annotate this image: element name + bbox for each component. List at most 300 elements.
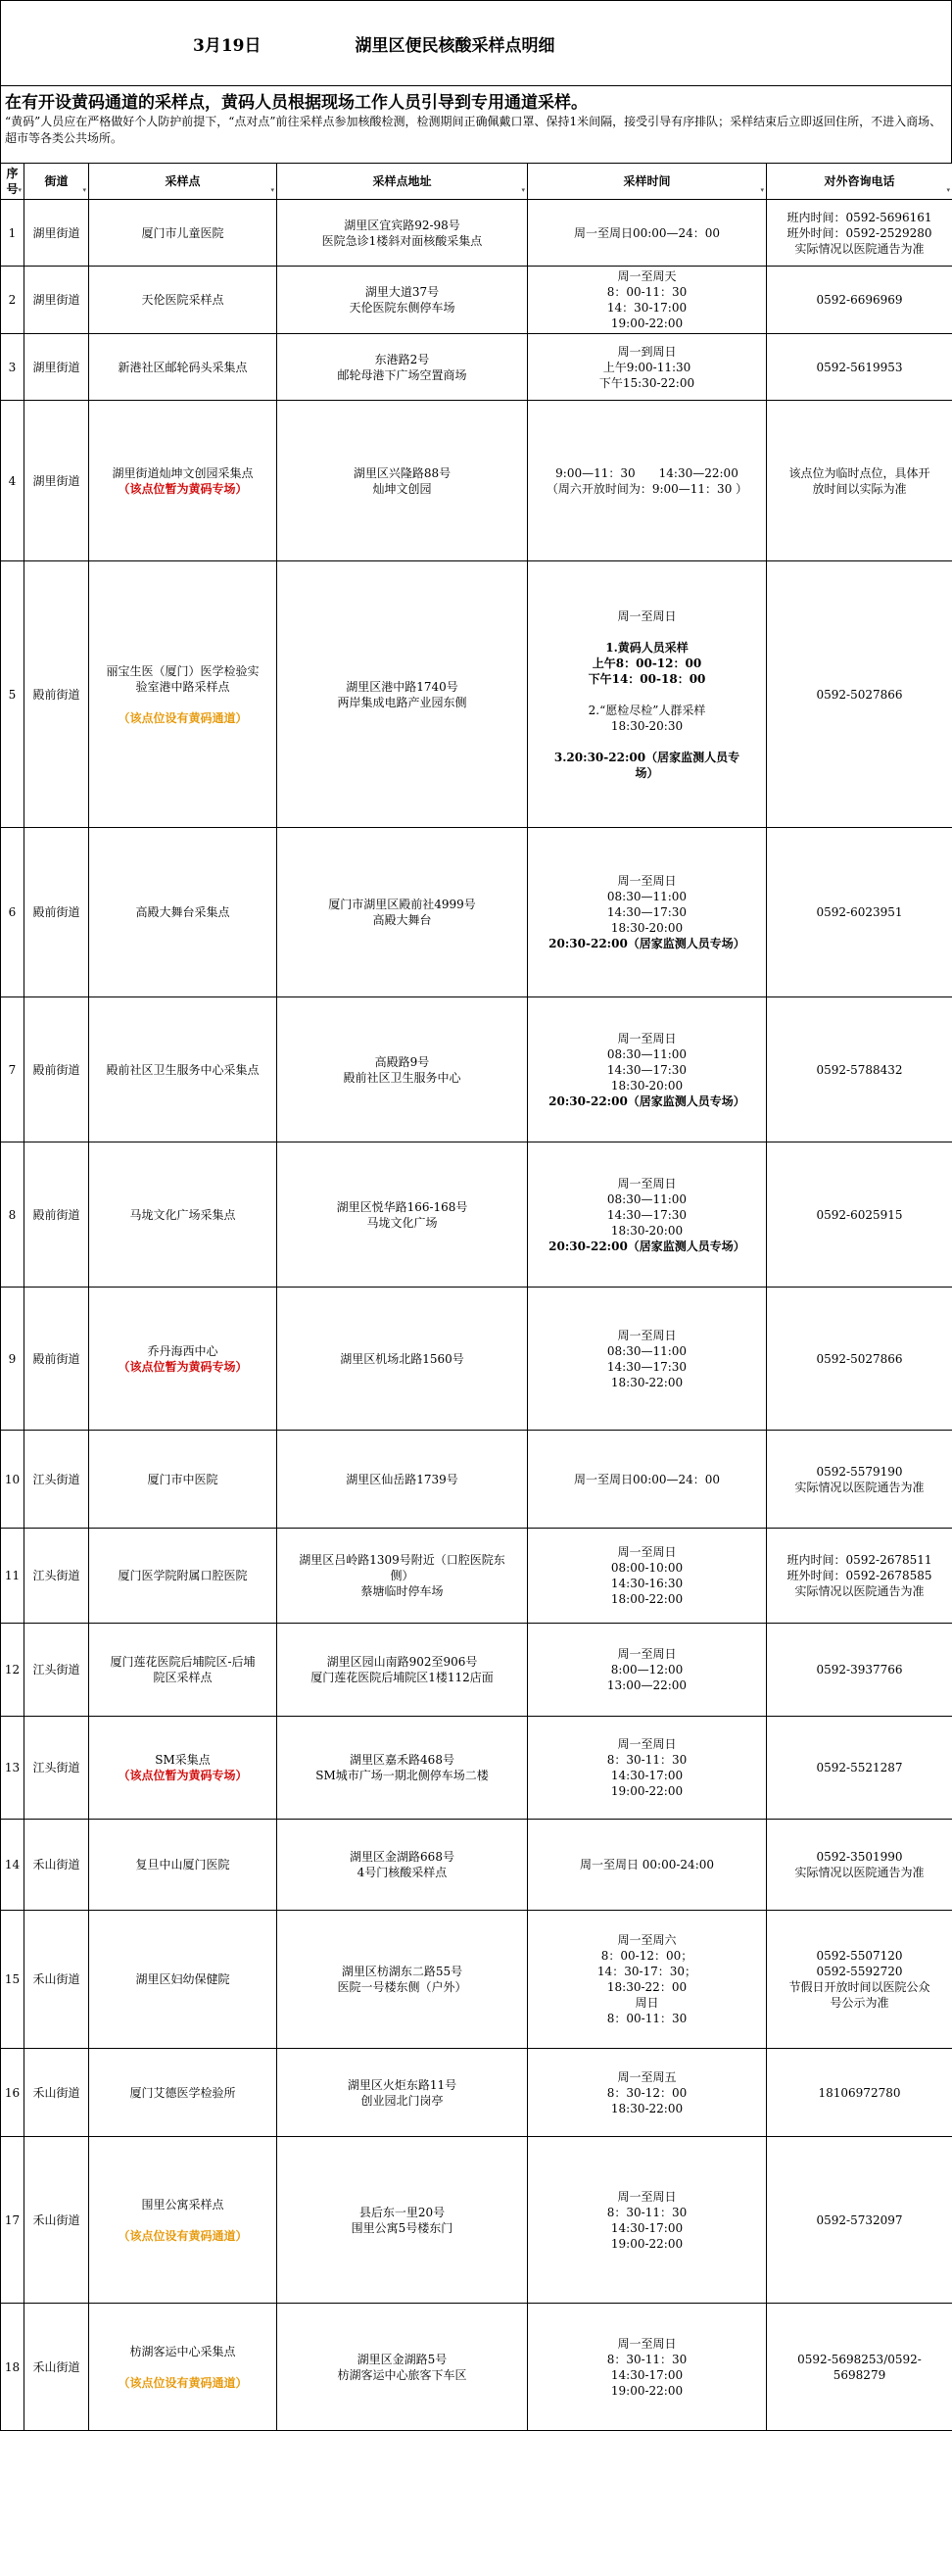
cell-site (89, 1911, 277, 2049)
spacer (92, 695, 273, 710)
hours-line: 8：30-11：30 (606, 2205, 688, 2219)
cell-no: 14 (1, 1820, 24, 1911)
address-line: 灿坤文创园 (372, 481, 432, 496)
column-header-address[interactable]: 采样点地址 ▾ (277, 164, 528, 200)
phone-line: 实际情况以医院通告为准 (794, 1480, 925, 1494)
column-header-phone[interactable]: 对外咨询电话 ▾ (767, 164, 952, 200)
phone-line: 0592-6023951 (816, 905, 903, 919)
address-line: 湖里区港中路1740号 (346, 679, 458, 694)
cell-site (89, 334, 277, 401)
hours-line: 周一至周日00:00—24：00 (573, 1472, 721, 1486)
cell-phone (767, 1911, 952, 2049)
phone-line: 0592-5521287 (816, 1761, 903, 1774)
filter-dropdown-icon[interactable]: ▾ (18, 185, 22, 194)
cell-hours (528, 1529, 767, 1624)
hours-line: 14:30—17:30 (606, 1062, 688, 1077)
hours-line: 下午14：00-18：00 (588, 671, 706, 686)
hours-line: 14:30-17:00 (610, 1769, 684, 1782)
site-channel-note: （该点位设有黄码通道） (118, 2228, 248, 2243)
cell-hours (528, 1911, 767, 2049)
phone-line: 节假日开放时间以医院公众 (788, 1980, 930, 1994)
cell-address (277, 267, 528, 334)
filter-dropdown-icon[interactable]: ▾ (82, 185, 86, 194)
cell-street: 殿前街道 (24, 1288, 89, 1431)
column-header-no[interactable]: 序号 ▾ (1, 164, 24, 200)
cell-hours (528, 200, 767, 267)
cell-phone (767, 200, 952, 267)
cell-address (277, 200, 528, 267)
table-row (1, 1529, 952, 1624)
table-row (1, 2049, 952, 2137)
cell-phone (767, 2304, 952, 2431)
phone-line: 0592-5027866 (816, 1351, 903, 1366)
cell-phone (767, 1142, 952, 1288)
hours-line: 1.黄码人员采样 (605, 640, 689, 655)
phone-line: 0592-5698253/0592- (797, 2352, 922, 2366)
cell-phone (767, 334, 952, 401)
hours-line: 周一至周五 (617, 2069, 677, 2084)
hours-line (531, 624, 763, 640)
cell-no: 18 (1, 2304, 24, 2431)
cell-hours (528, 401, 767, 561)
hours-line: 周一至周日00:00—24：00 (573, 225, 721, 240)
hours-line: 3.20:30-22:00（居家监测人员专 (553, 750, 740, 764)
cell-no: 1 (1, 200, 24, 267)
address-line: 湖里区机场北路1560号 (340, 1351, 464, 1366)
phone-line: 0592-6025915 (816, 1207, 903, 1222)
cell-no: 16 (1, 2049, 24, 2137)
cell-address (277, 828, 528, 997)
cell-phone (767, 1717, 952, 1820)
cell-address (277, 1624, 528, 1717)
phone-line: 0592-3501990 (816, 1850, 903, 1864)
column-header-hours[interactable]: 采样时间 ▾ (528, 164, 767, 200)
hours-line: 周一至周日 (617, 1737, 677, 1751)
table-row (1, 1820, 952, 1911)
address-line: 厦门市湖里区殿前社4999号 (328, 898, 476, 911)
hours-line: 周一至周日 (617, 1647, 677, 1661)
header-row (1, 164, 952, 200)
hours-line: 18:30-20:00 (610, 1223, 684, 1238)
table-row (1, 2304, 952, 2431)
cell-address (277, 1820, 528, 1911)
cell-street: 禾山街道 (24, 2049, 89, 2137)
cell-street: 江头街道 (24, 1431, 89, 1529)
cell-no: 5 (1, 561, 24, 828)
hours-line: 18:30-22：00 (606, 1980, 688, 1994)
cell-site (89, 401, 277, 561)
cell-street: 禾山街道 (24, 2137, 89, 2304)
cell-address (277, 334, 528, 401)
cell-site (89, 1717, 277, 1820)
address-line: 湖里区金湖路5号 (357, 2352, 448, 2366)
site-name: 湖里区妇幼保健院 (135, 1972, 230, 1986)
cell-street: 禾山街道 (24, 2304, 89, 2431)
cell-no: 12 (1, 1624, 24, 1717)
hours-line: 8：00-11：30 (606, 2012, 688, 2025)
phone-line: 0592-5027866 (816, 687, 903, 702)
notice-sub: “黄码”人员应在严格做好个人防护前提下，“点对点”前往采样点参加核酸检测，检测期间正确佩戴口罩、保持1米间隔，接受引导有序排队；采样结束后立即返回住所，不进入商场、超市等各类公共场所。 (5, 115, 942, 145)
site-channel-note: （该点位暂为黄码专场） (118, 1359, 248, 1374)
site-name: 厦门市儿童医院 (141, 225, 224, 240)
table-row (1, 1911, 952, 2049)
phone-line: 0592-5592720 (816, 1965, 903, 1978)
column-header-site[interactable]: 采样点 ▾ (89, 164, 277, 200)
table-row (1, 334, 952, 401)
hours-line: 08:30—11:00 (606, 1343, 688, 1358)
site-name: 高殿大舞台采集点 (135, 905, 230, 919)
cell-site (89, 2137, 277, 2304)
cell-address (277, 2137, 528, 2304)
hours-line: 周一至周日 (617, 1545, 677, 1559)
address-line: 蔡塘临时停车场 (360, 1584, 444, 1598)
site-name: 复旦中山厦门医院 (135, 1858, 230, 1871)
cell-phone (767, 1820, 952, 1911)
hours-line: 18:30-20:30 (610, 718, 684, 733)
phone-line: 0592-5579190 (816, 1464, 903, 1479)
cell-address (277, 2049, 528, 2137)
table-row (1, 401, 952, 561)
hours-line: 8：30-11：30 (606, 2352, 688, 2366)
cell-hours (528, 1142, 767, 1288)
address-line: 湖里区悦华路166-168号 (336, 1199, 468, 1214)
address-line: 湖里区园山南路902至906号 (326, 1655, 478, 1669)
hours-line: 08:30—11:00 (606, 1191, 688, 1206)
table-row (1, 200, 952, 267)
cell-phone (767, 1624, 952, 1717)
cell-no: 7 (1, 997, 24, 1142)
cell-site (89, 2304, 277, 2431)
hours-line: （周六开放时间为：9:00—11：30 ） (546, 481, 748, 496)
site-name: 厦门莲花医院后埔院区-后埔 (110, 1655, 256, 1669)
table-row (1, 828, 952, 997)
cell-phone (767, 561, 952, 828)
cell-hours (528, 267, 767, 334)
address-line: 邮轮母港下广场空置商场 (337, 367, 467, 382)
phone-line: 0592-5788432 (816, 1062, 903, 1077)
cell-address (277, 997, 528, 1142)
cell-no: 6 (1, 828, 24, 997)
cell-no: 8 (1, 1142, 24, 1288)
address-line: 围里公寓5号楼东门 (351, 2220, 453, 2235)
cell-hours (528, 828, 767, 997)
phone-line: 0592-5619953 (816, 360, 903, 374)
address-line: 湖里区吕岭路1309号附近（口腔医院东 (299, 1553, 505, 1567)
phone-line: 实际情况以医院通告为准 (794, 241, 925, 256)
hours-line (531, 734, 763, 750)
cell-phone (767, 267, 952, 334)
cell-phone (767, 1529, 952, 1624)
cell-address (277, 2304, 528, 2431)
phone-line: 实际情况以医院通告为准 (794, 1866, 925, 1879)
site-name: 围里公寓采样点 (141, 2197, 224, 2211)
hours-line: 下午15:30-22:00 (598, 375, 695, 390)
cell-hours (528, 561, 767, 828)
hours-line: 8：00-12：00； (600, 1949, 693, 1963)
cell-no: 3 (1, 334, 24, 401)
address-line: 湖里区火炬东路11号 (347, 2077, 457, 2092)
address-line: 厦门莲花医院后埔院区1楼112店面 (310, 1671, 494, 1684)
address-line: 医院一号楼东侧（户外） (337, 1980, 467, 1994)
phone-line: 0592-5732097 (816, 2212, 903, 2227)
cell-address (277, 1529, 528, 1624)
hours-line: 08:30—11:00 (606, 890, 688, 903)
address-line: 县后东一里20号 (358, 2205, 446, 2219)
filter-dropdown-icon[interactable]: ▾ (946, 185, 950, 194)
address-line: 高殿路9号 (374, 1054, 430, 1069)
cell-phone (767, 401, 952, 561)
address-line: 湖里区金湖路668号 (350, 1850, 454, 1864)
table-row (1, 561, 952, 828)
hours-line: 2.“愿检尽检”人群采样 (588, 703, 706, 717)
cell-street: 湖里街道 (24, 267, 89, 334)
hours-line: 19:00-22:00 (610, 2383, 684, 2398)
phone-line: 放时间以实际为准 (812, 481, 907, 496)
address-line: 湖里区枋湖东二路55号 (341, 1965, 463, 1978)
site-channel-note: （该点位设有黄码通道） (118, 2375, 248, 2390)
hours-line: 周一至周日 (617, 1328, 677, 1342)
spacer (92, 2359, 273, 2375)
hours-line: 周一至周日 (617, 874, 677, 888)
hours-line: 18:30-20:00 (610, 921, 684, 935)
phone-line: 0592-5507120 (816, 1949, 903, 1963)
cell-site (89, 1624, 277, 1717)
table-row (1, 1717, 952, 1820)
address-line: 4号门核酸采样点 (357, 1866, 448, 1879)
cell-site (89, 1820, 277, 1911)
site-channel-note: （该点位暂为黄码专场） (118, 481, 248, 496)
cell-address (277, 1142, 528, 1288)
hours-line: 周一至周日 (617, 1176, 677, 1191)
site-name: 湖里街道灿坤文创园采集点 (112, 465, 254, 480)
phone-line: 实际情况以医院通告为准 (794, 1584, 925, 1598)
cell-hours (528, 2049, 767, 2137)
site-name: 院区采样点 (153, 1671, 213, 1684)
address-line: 医院急诊1楼斜对面核酸采集点 (321, 233, 483, 248)
address-line: 湖里区仙岳路1739号 (346, 1472, 458, 1486)
hours-line: 19:00-22:00 (610, 316, 684, 330)
spacer (92, 2212, 273, 2228)
address-line: 殿前社区卫生服务中心 (343, 1070, 461, 1085)
hours-line: 上午9:00-11:30 (602, 360, 691, 374)
cell-phone (767, 1431, 952, 1529)
address-line: 天伦医院东侧停车场 (349, 301, 455, 315)
cell-street: 殿前街道 (24, 997, 89, 1142)
address-line: 侧） (390, 1569, 414, 1582)
cell-street: 江头街道 (24, 1624, 89, 1717)
cell-phone (767, 2137, 952, 2304)
cell-no: 13 (1, 1717, 24, 1820)
filter-dropdown-icon[interactable]: ▾ (760, 185, 764, 194)
cell-address (277, 1911, 528, 2049)
cell-site (89, 2049, 277, 2137)
cell-site (89, 1288, 277, 1431)
hours-line: 18:30-22:00 (610, 2101, 684, 2115)
hours-line: 上午8：00-12：00 (592, 656, 702, 670)
hours-line: 14:30-17:00 (610, 2367, 684, 2382)
hours-line: 18:30-22:00 (610, 1375, 684, 1389)
cell-hours (528, 1820, 767, 1911)
hours-line: 周一至周日 (617, 2189, 677, 2204)
hours-line: 14：30-17:00 (606, 301, 688, 315)
cell-hours (528, 1624, 767, 1717)
hours-line: 8：30-12：00 (606, 2085, 688, 2100)
hours-line: 8：30-11：30 (606, 1753, 688, 1767)
date-label: 3月19日 (193, 35, 262, 56)
hours-line: 周一至周日 (617, 608, 677, 623)
cell-no: 4 (1, 401, 24, 561)
table-row (1, 997, 952, 1142)
site-name: 殿前社区卫生服务中心采集点 (106, 1062, 260, 1077)
hours-line: 14:30—17:30 (606, 905, 688, 919)
hours-line: 周一至周六 (617, 1933, 677, 1947)
cell-no: 2 (1, 267, 24, 334)
hours-line: 8:00—12:00 (610, 1663, 684, 1677)
hours-line: 19:00-22:00 (610, 2236, 684, 2251)
address-line: 东港路2号 (374, 352, 430, 366)
cell-street: 湖里街道 (24, 401, 89, 561)
hours-line: 18:30-20:00 (610, 1078, 684, 1093)
cell-street: 江头街道 (24, 1529, 89, 1624)
hours-line: 14:30—17:30 (606, 1359, 688, 1374)
cell-site (89, 1142, 277, 1288)
hours-line: 18:00-22:00 (610, 1592, 684, 1606)
column-header-street[interactable]: 街道 ▾ (24, 164, 89, 200)
table-body (1, 200, 952, 2431)
address-line: 湖里区嘉禾路468号 (350, 1753, 454, 1767)
cell-site (89, 1529, 277, 1624)
filter-dropdown-icon[interactable]: ▾ (521, 185, 525, 194)
address-line: 湖里区兴隆路88号 (353, 465, 452, 480)
cell-address (277, 1288, 528, 1431)
site-channel-note: （该点位暂为黄码专场） (118, 1769, 248, 1782)
cell-hours (528, 334, 767, 401)
cell-street: 殿前街道 (24, 828, 89, 997)
hours-line: 20:30-22:00（居家监测人员专场） (548, 937, 745, 950)
hours-line: 20:30-22:00（居家监测人员专场） (548, 1094, 745, 1108)
address-line: 创业园北门岗亭 (360, 2093, 444, 2108)
address-line: 高殿大舞台 (372, 913, 432, 927)
cell-phone (767, 828, 952, 997)
phone-line: 班内时间：0592-2678511 (786, 1553, 932, 1567)
hours-line (531, 687, 763, 703)
table-row (1, 1624, 952, 1717)
notice (0, 86, 952, 163)
phone-line: 5698279 (833, 2367, 886, 2382)
site-name: 马垅文化广场采集点 (129, 1207, 236, 1222)
phone-line: 班外时间：0592-2678585 (786, 1569, 932, 1582)
cell-site (89, 1431, 277, 1529)
hours-line: 14：30-17：30； (596, 1965, 697, 1978)
cell-site (89, 267, 277, 334)
cell-phone (767, 997, 952, 1142)
site-name: 验室港中路采样点 (135, 679, 230, 694)
site-name: 枋湖客运中心采集点 (129, 2344, 236, 2358)
hours-line: 08:30—11:00 (606, 1046, 688, 1061)
site-name: 新港社区邮轮码头采集点 (118, 360, 248, 374)
cell-phone (767, 1288, 952, 1431)
table-row (1, 1288, 952, 1431)
address-line: SM城市广场一期北侧停车场二楼 (315, 1769, 489, 1782)
hours-line: 周一至周日 (617, 2336, 677, 2351)
cell-hours (528, 2137, 767, 2304)
site-name: 乔丹海西中心 (147, 1343, 218, 1358)
cell-address (277, 401, 528, 561)
hours-line: 14:30-16:30 (610, 1577, 684, 1590)
hours-line: 14:30-17:00 (610, 2220, 684, 2235)
sites-table (0, 163, 952, 2431)
hours-line: 14:30—17:30 (606, 1207, 688, 1222)
site-name: 厦门艾德医学检验所 (129, 2085, 236, 2100)
site-name: 厦门市中医院 (147, 1472, 218, 1486)
cell-hours (528, 2304, 767, 2431)
cell-hours (528, 997, 767, 1142)
cell-no: 17 (1, 2137, 24, 2304)
site-name: 丽宝生医（厦门）医学检验实 (106, 663, 260, 678)
table-row (1, 1431, 952, 1529)
site-name: 厦门医学院附属口腔医院 (118, 1569, 248, 1582)
phone-line: 班内时间：0592-5696161 (786, 210, 932, 224)
site-name: SM采集点 (155, 1753, 211, 1767)
cell-site (89, 200, 277, 267)
hours-line: 周一至周日 (617, 1031, 677, 1045)
cell-no: 10 (1, 1431, 24, 1529)
title-bar (0, 0, 952, 86)
notice-main: 在有开设黄码通道的采样点，黄码人员根据现场工作人员引导到专用通道采样。 (5, 93, 588, 113)
site-channel-note: （该点位设有黄码通道） (118, 710, 248, 725)
table-row (1, 1142, 952, 1288)
cell-street: 禾山街道 (24, 1820, 89, 1911)
phone-line: 班外时间：0592-2529280 (786, 225, 932, 240)
table-row (1, 267, 952, 334)
cell-hours (528, 1717, 767, 1820)
cell-no: 11 (1, 1529, 24, 1624)
cell-hours (528, 1431, 767, 1529)
phone-line: 0592-3937766 (816, 1663, 903, 1677)
hours-line: 周一至周天 (617, 269, 677, 283)
cell-site (89, 997, 277, 1142)
address-line: 湖里区宜宾路92-98号 (344, 218, 460, 232)
cell-address (277, 1717, 528, 1820)
address-line: 湖里大道37号 (364, 285, 440, 299)
address-line: 马垅文化广场 (366, 1215, 438, 1230)
hours-line: 周日 (635, 1996, 659, 2010)
cell-address (277, 1431, 528, 1529)
address-line: 两岸集成电路产业园东侧 (337, 695, 467, 709)
cell-hours (528, 1288, 767, 1431)
phone-line: 18106972780 (818, 2085, 901, 2100)
hours-line: 场） (635, 765, 659, 780)
hours-line: 周一到周日 (617, 344, 677, 359)
cell-street: 江头街道 (24, 1717, 89, 1820)
hours-line: 20:30-22:00（居家监测人员专场） (548, 1239, 745, 1253)
filter-dropdown-icon[interactable]: ▾ (270, 185, 274, 194)
phone-line: 0592-6696969 (816, 293, 903, 307)
cell-street: 湖里街道 (24, 334, 89, 401)
hours-line: 19:00-22:00 (610, 1784, 684, 1798)
phone-line: 号公示为准 (830, 1996, 889, 2010)
table-row (1, 2137, 952, 2304)
phone-line: 该点位为临时点位，具体开 (788, 465, 930, 480)
cell-no: 15 (1, 1911, 24, 2049)
cell-street: 禾山街道 (24, 1911, 89, 2049)
cell-street: 殿前街道 (24, 561, 89, 828)
cell-street: 殿前街道 (24, 1142, 89, 1288)
cell-address (277, 561, 528, 828)
address-line: 枋湖客运中心旅客下车区 (337, 2367, 467, 2382)
cell-site (89, 561, 277, 828)
hours-line: 周一至周日 00:00-24:00 (579, 1858, 715, 1871)
